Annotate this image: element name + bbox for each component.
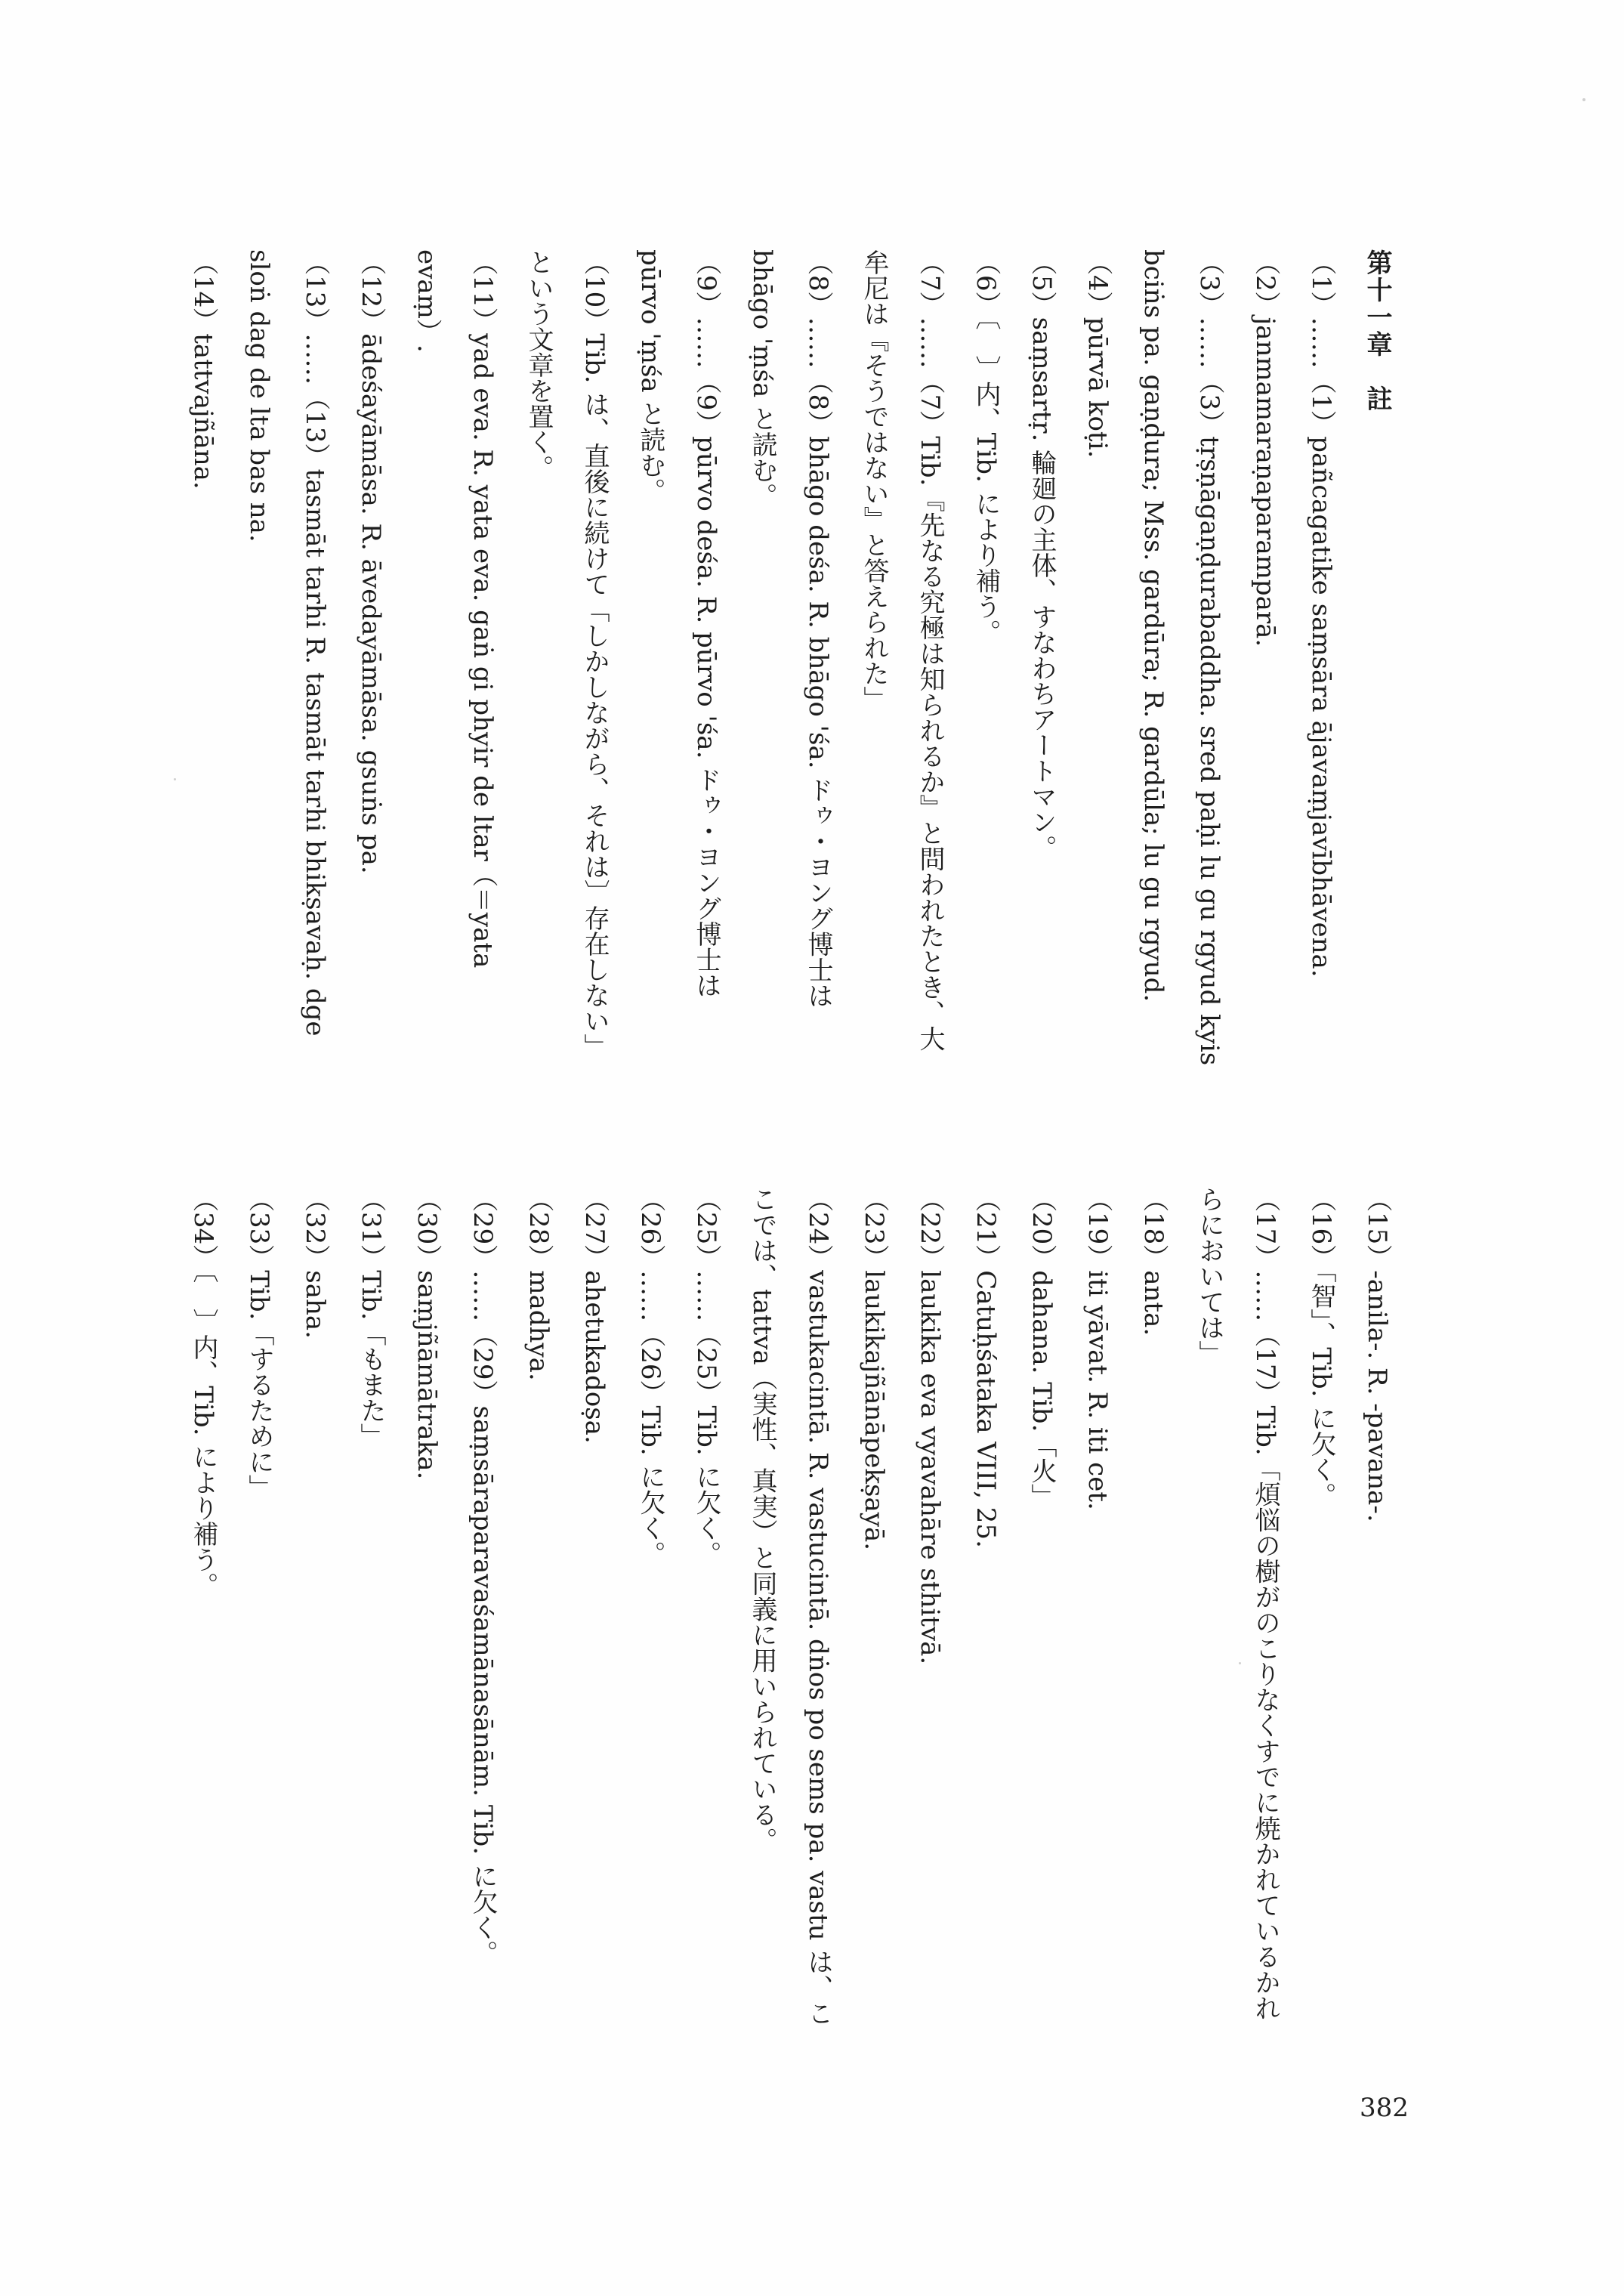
footnote-item [343, 1186, 399, 2032]
scan-speck [1582, 98, 1585, 101]
footnote-number: （30） [412, 1186, 442, 1271]
footnote-number: （7）……（7） [915, 249, 945, 437]
notes-block-bottom [175, 1186, 1405, 2032]
footnote-item [622, 249, 734, 1073]
footnote-text: bhāgo deśa. R. bhāgo 'śa. ドゥ・ヨング博士は bhāgo 'ṃśa と読む。 [747, 249, 833, 1009]
footnote-item [1070, 249, 1125, 1073]
notes-block-top [175, 249, 1405, 1073]
footnote-text: tattvajñāna. [188, 333, 218, 490]
footnote-text: Tib.「煩悩の樹がのこりなくすでに焼かれているかれらにおいては」 [1194, 1186, 1280, 2021]
footnote-item [958, 249, 1014, 1073]
footnote-text: pūrvā koṭi. [1082, 317, 1113, 459]
footnote-number: （2） [1250, 249, 1280, 317]
footnote-text: madhya. [523, 1270, 554, 1381]
footnote-text: 「智」、Tib. に欠く。 [1306, 1270, 1336, 1509]
footnote-number: （4） [1082, 249, 1113, 317]
footnote-item [399, 249, 511, 1073]
footnote-item [567, 1186, 622, 2032]
footnote-number: （21） [971, 1186, 1001, 1271]
footnote-number: （11） [468, 249, 498, 334]
footnote-text: Tib.「するために」 [244, 1270, 274, 1500]
footnote-number: （18） [1138, 1186, 1169, 1271]
footnote-text: 〔 〕内、Tib. により補う。 [971, 317, 1001, 645]
chapter-title: 第十一章 註 [1362, 249, 1392, 413]
footnote-item [622, 1186, 678, 2032]
footnote-text: -anila-. R. -pavana-. [1362, 1270, 1392, 1522]
scan-speck [174, 778, 176, 780]
scan-speck [1239, 1662, 1241, 1664]
footnote-number: （8）……（8） [803, 249, 833, 437]
footnote-item [511, 249, 622, 1073]
footnote-item [1125, 1186, 1181, 2032]
footnote-number: （29）……（29） [468, 1186, 498, 1406]
notes-sheet [188, 249, 1405, 2032]
footnote-item [1181, 1186, 1293, 2032]
footnote-number: （25）……（25） [691, 1186, 721, 1406]
footnote-text: iti yāvat. R. iti cet. [1082, 1270, 1113, 1510]
footnote-text: Tib.『先なる究極は知られるか』と問われたとき、大牟尼は『そうではない』と答えられた」 [859, 249, 945, 1052]
footnote-number: （32） [300, 1186, 330, 1271]
footnote-item [1014, 249, 1070, 1073]
footnote-item [1293, 1186, 1349, 2032]
footnote-item [1237, 249, 1293, 1073]
footnote-number: （13）……（13） [300, 249, 330, 469]
footnote-number: （22） [915, 1186, 945, 1271]
footnote-number: （5） [1027, 249, 1057, 317]
footnote-text: saṃsāraparavaśamānasānām. Tib. に欠く。 [468, 1405, 498, 1966]
footnote-item [846, 249, 958, 1073]
footnote-item [1125, 249, 1237, 1073]
footnote-text: dahana. Tib.「火」 [1027, 1270, 1057, 1510]
footnote-item [734, 249, 846, 1073]
footnote-text: vastukacintā. R. vastucintā. dṅos po sems pa. vastu は、ここでは、tattva（実性、真実）と同義に用いられている。 [747, 1186, 833, 2026]
footnote-item [287, 1186, 343, 2032]
footnote-item [399, 1186, 455, 2032]
footnote-text: Tib. に欠く。 [635, 1405, 665, 1567]
footnote-item [343, 249, 399, 1073]
footnote-text: anta. [1138, 1270, 1169, 1337]
footnote-item [678, 1186, 734, 2032]
footnote-item [231, 249, 343, 1073]
footnote-number: （16） [1306, 1186, 1336, 1271]
footnote-text: Tib.「もまた」 [356, 1270, 386, 1449]
footnote-number: （33） [244, 1186, 274, 1271]
footnote-text: saṃjñāmātraka. [412, 1270, 442, 1480]
footnote-item [846, 1186, 902, 2032]
footnote-number: （28） [523, 1186, 554, 1271]
footnote-number: （17）……（17） [1250, 1186, 1280, 1406]
footnote-text: Tib. に欠く。 [691, 1405, 721, 1567]
footnote-text: saṃsartṛ. 輪廻の主体、すなわちアートマン。 [1027, 317, 1057, 861]
footnote-text: tasmāt tarhi R. tasmāt tarhi bhikṣavaḥ. dge sloṅ dag de lta bas na. [244, 249, 330, 1037]
footnote-text: pañcagatike saṃsāra ājavaṃjavībhāvena. [1306, 436, 1336, 978]
footnote-text: Catuḥśataka VIII, 25. [971, 1270, 1001, 1548]
footnote-number: （1）……（1） [1306, 249, 1336, 437]
footnote-text: laukika eva vyavahāre sthitvā. [915, 1270, 945, 1665]
footnote-number: （34） [188, 1186, 218, 1271]
footnote-number: （10） [579, 249, 610, 334]
footnote-number: （12） [356, 249, 386, 334]
footnote-text: saha. [300, 1270, 330, 1339]
footnote-number: （6） [971, 249, 1001, 317]
footnote-text: janmamaraṇaparamparā. [1250, 317, 1280, 647]
footnote-text: yad eva. R. yata eva. gaṅ gi phyir de ltar（＝yata evaṃ）. [412, 249, 498, 969]
footnote-number: （23） [859, 1186, 889, 1271]
footnote-number: （24） [803, 1186, 833, 1271]
page-number: 382 [1360, 2093, 1409, 2123]
footnote-number: （3）……（3） [1194, 249, 1224, 437]
footnote-item [1349, 1186, 1405, 2032]
footnote-number: （27） [579, 1186, 610, 1271]
footnote-text: 〔 〕内、Tib. により補う。 [188, 1270, 218, 1599]
footnote-item [175, 249, 231, 1073]
footnote-number: （15） [1362, 1186, 1392, 1271]
footnote-number: （9）……（9） [691, 249, 721, 437]
footnote-number: （20） [1027, 1186, 1057, 1271]
footnote-text: tṛṣṇāgaṇḍurabaddha. sred paḥi lu gu rgyud kyis bciṅs pa. gaṇḍura; Mss. gardūra; R. gardūla; lu gu rgyud. [1138, 249, 1224, 1066]
footnote-number: （14） [188, 249, 218, 334]
footnote-item [902, 1186, 958, 2032]
footnote-text: pūrvo deśa. R. pūrvo 'śa. ドゥ・ヨング博士は pūrvo 'ṃśa と読む。 [635, 249, 721, 999]
footnote-item [734, 1186, 846, 2032]
footnote-text: laukikajñānāpekṣayā. [859, 1270, 889, 1551]
footnote-item [1014, 1186, 1070, 2032]
footnote-item [1070, 1186, 1125, 2032]
footnote-item [231, 1186, 287, 2032]
footnote-item [1293, 249, 1349, 1073]
footnote-item [455, 1186, 511, 2032]
footnote-text: ādeśayāmāsa. R. āvedayāmāsa. gsuṅs pa. [356, 333, 386, 874]
footnote-item [175, 1186, 231, 2032]
footnote-number: （31） [356, 1186, 386, 1271]
footnote-number: （26）……（26） [635, 1186, 665, 1406]
footnote-text: ahetukadoṣa. [579, 1270, 610, 1444]
footnote-item [958, 1186, 1014, 2032]
footnote-text: Tib. は、直後に続けて「しかしながら、それは〕存在しない」という文章を置く。 [523, 249, 610, 1060]
footnote-number: （19） [1082, 1186, 1113, 1271]
footnote-item [511, 1186, 567, 2032]
